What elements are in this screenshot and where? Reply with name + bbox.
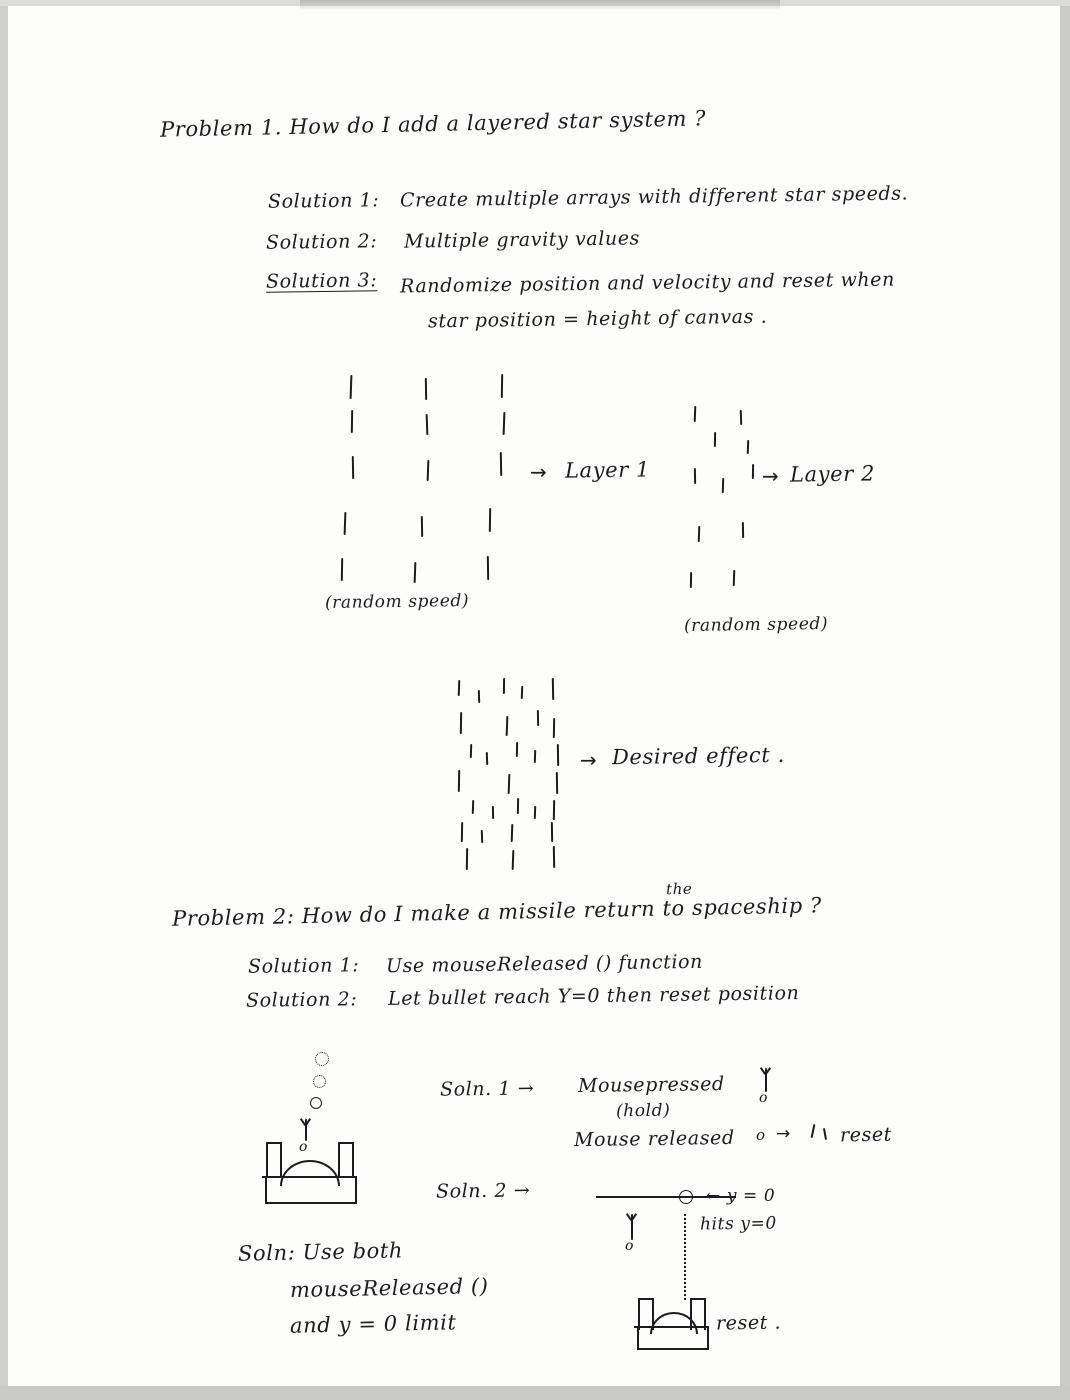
page-shadow <box>300 0 780 10</box>
layer1-arrow-icon: → <box>530 460 547 484</box>
soln1-label: Soln. 1 → <box>439 1077 535 1101</box>
problem1-solution1-label: Solution 1: <box>267 189 380 213</box>
soln2-label: Soln. 2 → <box>435 1179 531 1203</box>
problem2-solution2-text: Let bullet reach Y=0 then reset position <box>387 982 800 1010</box>
layer1-label: Layer 1 <box>564 457 651 483</box>
problem1-solution1-text: Create multiple arrays with different star speeds. <box>399 182 909 212</box>
mouse-pressed-label: Mousepressed <box>577 1072 725 1098</box>
problem1-solution2-label: Solution 2: <box>265 230 378 254</box>
released-tick-1 <box>811 1124 816 1138</box>
conclusion-line1: Soln: Use both <box>237 1238 404 1266</box>
reset-label: reset <box>839 1123 893 1147</box>
released-tick-2 <box>823 1128 827 1140</box>
desired-effect-arrow-icon: → <box>580 748 597 772</box>
problem1-solution3-text2: star position = height of canvas . <box>427 305 768 333</box>
problem2-solution1-label: Solution 1: <box>247 954 360 978</box>
mouse-released-label: Mouse released <box>573 1126 735 1152</box>
reset-bottom-label: reset . <box>715 1311 782 1335</box>
desired-effect-label: Desired effect . <box>611 742 786 770</box>
page-edge-bottom <box>0 1386 1070 1400</box>
layer2-label: Layer 2 <box>789 461 876 487</box>
problem1-solution2-text: Multiple gravity values <box>403 227 641 253</box>
hits-y-zero-label: hits y=0 <box>699 1213 777 1235</box>
problem2-solution2-label: Solution 2: <box>245 988 358 1012</box>
layer2-caption: (random speed) <box>683 613 829 637</box>
released-arrow-icon: → <box>776 1124 791 1144</box>
bullet-at-y-zero <box>679 1190 693 1204</box>
conclusion-line3: and y = 0 limit <box>289 1310 457 1338</box>
problem2-heading-insert: the <box>665 879 693 899</box>
problem1-solution3-text: Randomize position and velocity and reset when <box>399 268 896 298</box>
problem2-heading: Problem 2: How do I make a missile return to spaceship ? <box>171 893 823 931</box>
note-page: Problem 1. How do I add a layered star system ? Solution 1: Create multiple arrays with different star speeds. Solution 2: Multiple gravity values Solution 3: Randomize position and velocity and reset when star position = height of canvas . → Layer 1 (random speed) → Layer 2 (random speed) → Desired effect . Problem 2: How do I make a missile return to spaceship ? the Solution 1: Use mouseReleased () function Solution 2: Let bullet reach Y=0 then reset position o Soln. 1 → Mousepressed (hold) Mouse released o o → reset Soln. 2 → ← y = 0 hits y=0 o reset . Soln: Use both mouseReleased () and y = 0 limit <box>0 0 1070 1400</box>
page-edge-right <box>1060 0 1070 1400</box>
layer2-arrow-icon: → <box>762 464 779 488</box>
hold-label: (hold) <box>615 1100 671 1122</box>
problem2-solution1-text: Use mouseReleased () function <box>385 950 704 978</box>
conclusion-line2: mouseReleased () <box>289 1273 489 1303</box>
layer1-caption: (random speed) <box>324 590 470 614</box>
problem1-heading: Problem 1. How do I add a layered star system ? <box>159 106 707 142</box>
released-origin-marker: o <box>756 1126 766 1144</box>
bullet-return-path <box>684 1214 686 1300</box>
page-edge-left <box>0 0 8 1400</box>
y-zero-label: ← y = 0 <box>706 1186 776 1206</box>
problem1-solution3-label: Solution 3: <box>265 269 378 293</box>
